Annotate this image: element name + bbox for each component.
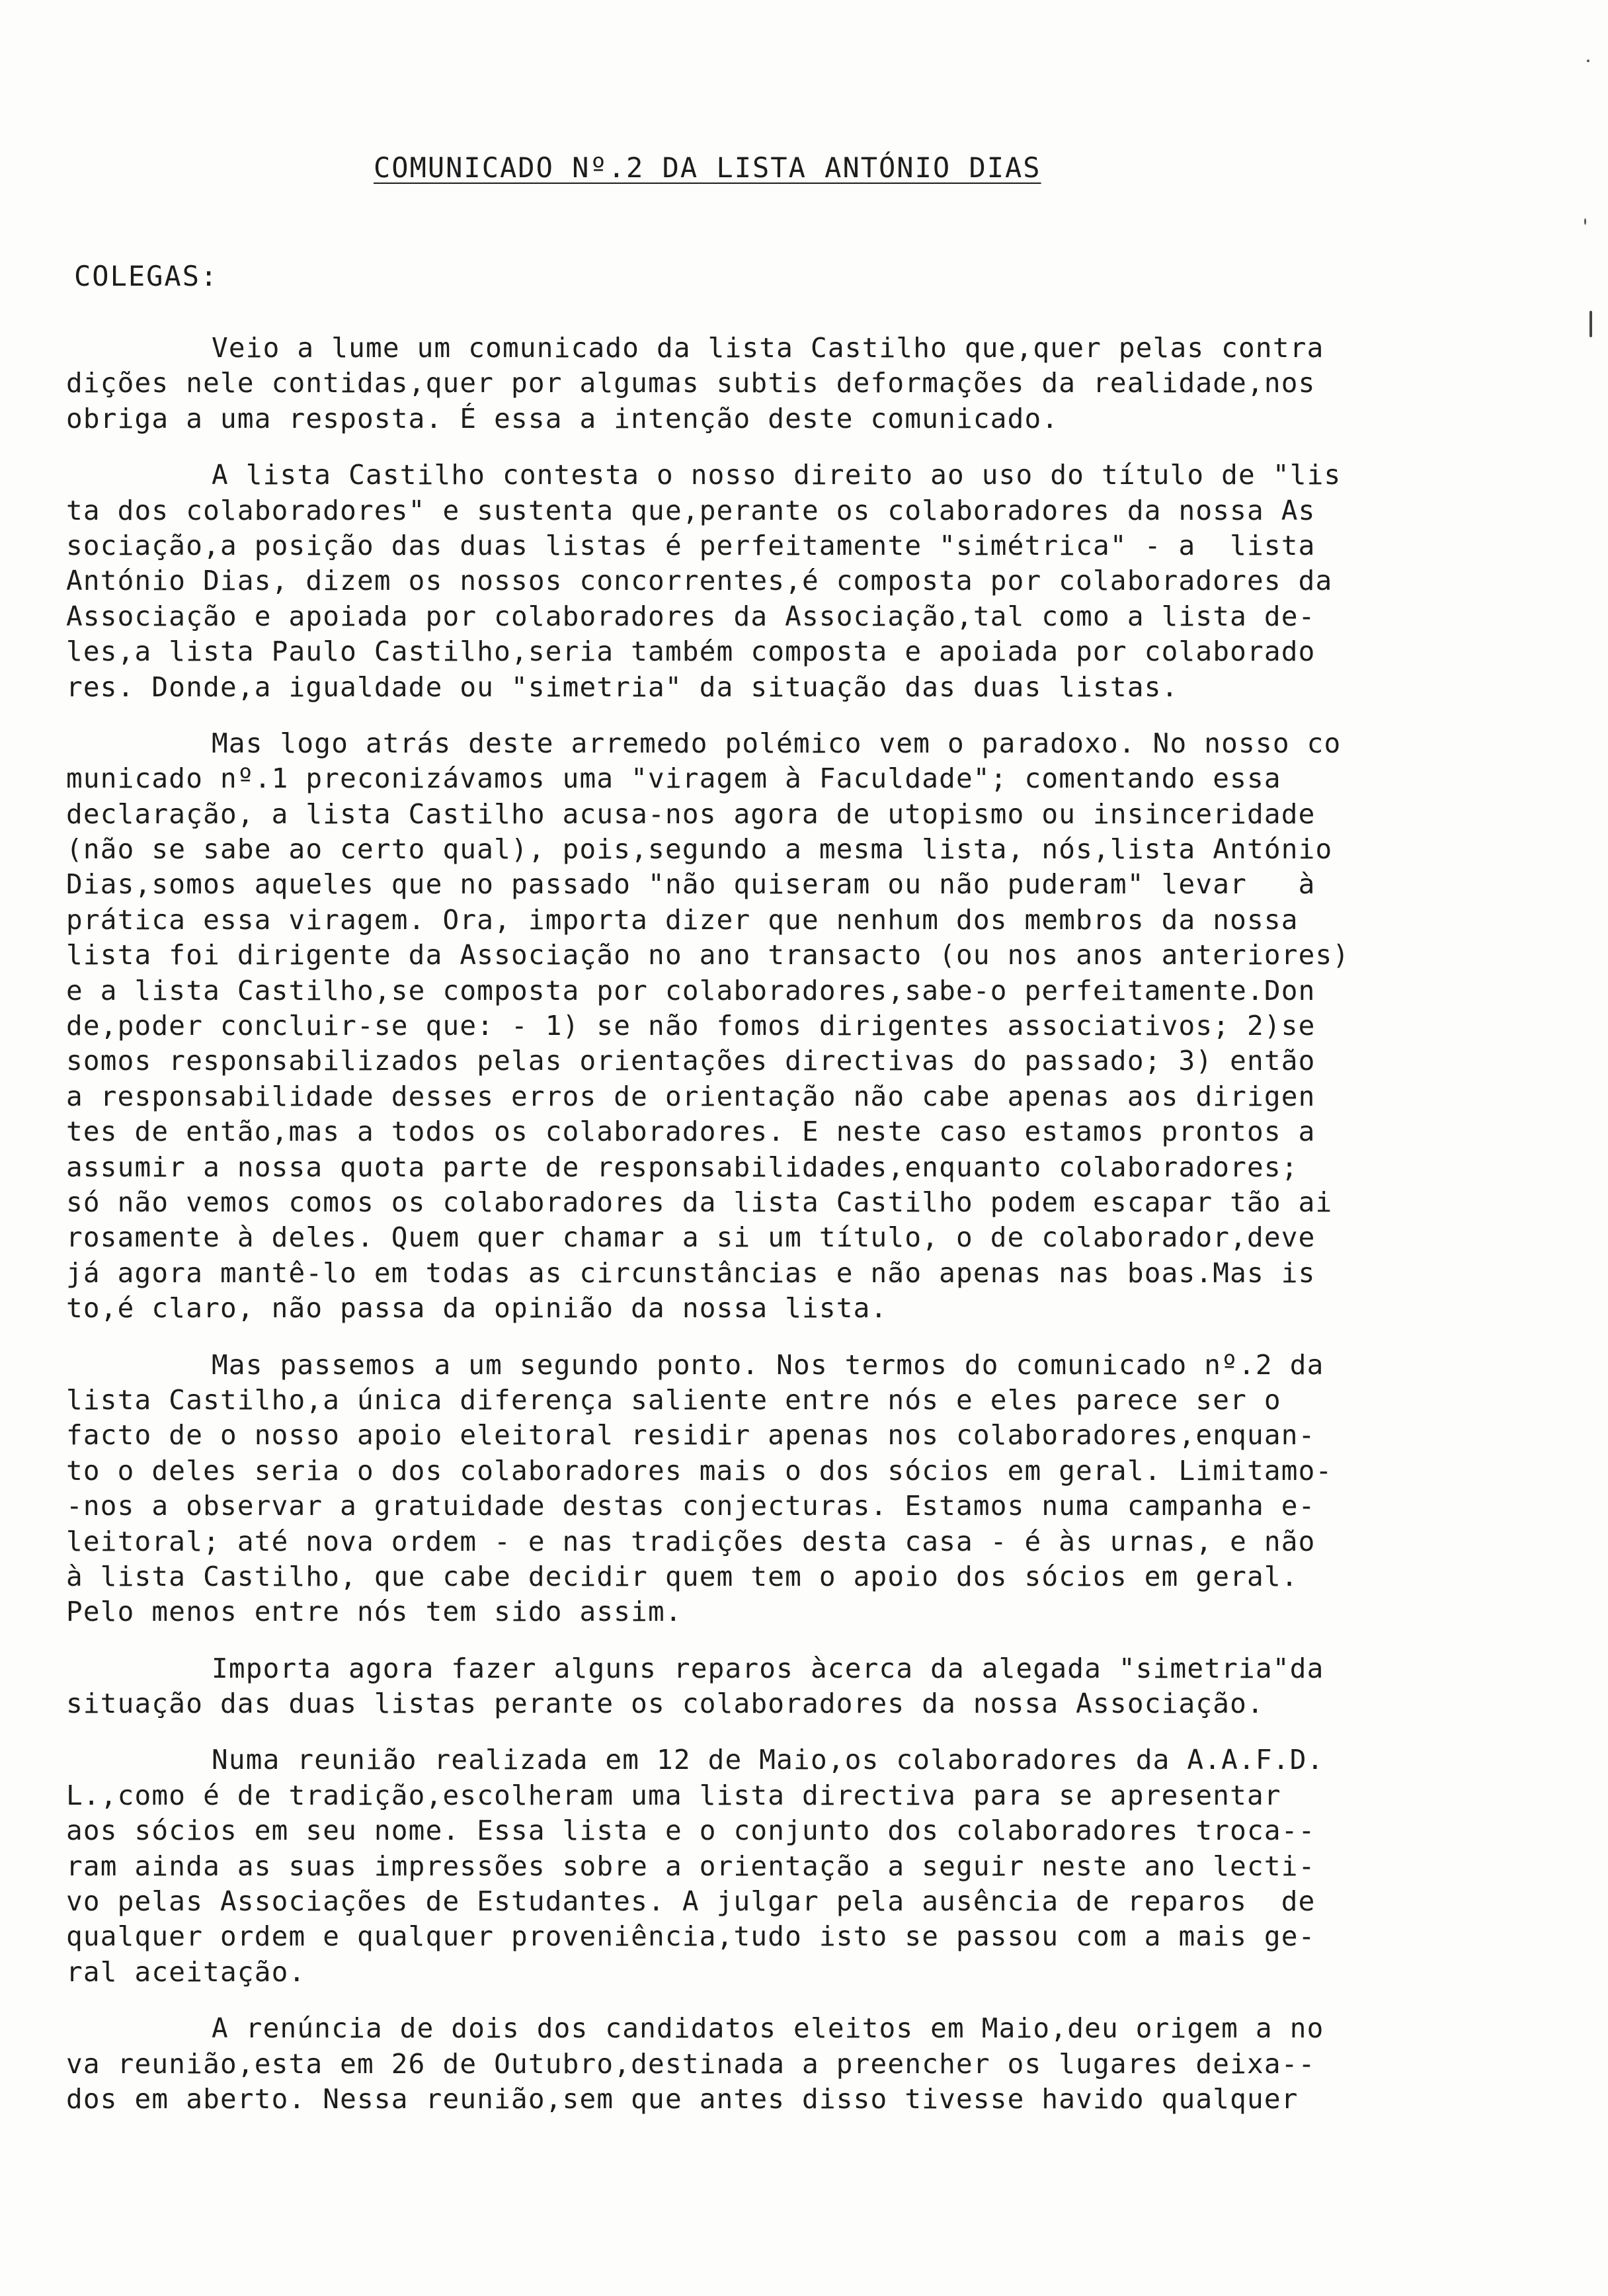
paragraph-line: aos sócios em seu nome. Essa lista e o conjunto dos colaboradores troca-- xyxy=(66,1815,1316,1847)
paragraph xyxy=(66,2011,1488,2117)
paragraph-line: António Dias, dizem os nossos concorrentes,é composta por colaboradores da xyxy=(66,565,1333,597)
scan-speck xyxy=(1587,60,1589,62)
paragraph-gap xyxy=(66,705,1488,726)
paragraph-line: Mas passemos a um segundo ponto. Nos termos do comunicado nº.2 da xyxy=(212,1348,1324,1381)
paragraph-gap xyxy=(66,1990,1488,2011)
paragraph xyxy=(66,726,1488,1327)
paragraph-gap xyxy=(66,436,1488,458)
paragraph-line: à lista Castilho, que cabe decidir quem tem o apoio dos sócios em geral. xyxy=(66,1560,1299,1592)
paragraph-line: municado nº.1 preconizávamos uma "viragem à Faculdade"; comentando essa xyxy=(66,762,1281,795)
paragraph-line: leitoral; até nova ordem - e nas tradições desta casa - é às urnas, e não xyxy=(66,1525,1316,1557)
paragraph-gap xyxy=(66,1630,1488,1651)
paragraph xyxy=(66,458,1488,705)
paragraph-line: tes de então,mas a todos os colaboradores. E neste caso estamos prontos a xyxy=(66,1116,1316,1148)
paragraph-line: -nos a observar a gratuidade destas conjecturas. Estamos numa campanha e- xyxy=(66,1490,1316,1522)
paragraph-gap xyxy=(66,1327,1488,1348)
paragraph-line: lista foi dirigente da Associação no ano transacto (ou nos anos anteriores) xyxy=(66,939,1350,971)
paragraph-line: somos responsabilizados pelas orientações directivas do passado; 3) então xyxy=(66,1045,1316,1077)
paragraph-line: de,poder concluir-se que: - 1) se não fomos dirigentes associativos; 2)se xyxy=(66,1010,1316,1042)
paragraph-line: A renúncia de dois dos candidatos eleitos em Maio,deu origem a no xyxy=(212,2012,1324,2045)
paragraph-line: situação das duas listas perante os colaboradores da nossa Associação. xyxy=(66,1688,1264,1720)
paragraph-line: ta dos colaboradores" e sustenta que,perante os colaboradores da nossa As xyxy=(66,494,1316,526)
paragraph-line: res. Donde,a igualdade ou "simetria" da situação das duas listas. xyxy=(66,671,1179,703)
paragraph-line: to,é claro, não passa da opinião da nossa lista. xyxy=(66,1292,888,1325)
paragraph xyxy=(66,1742,1488,1990)
greeting: COLEGAS: xyxy=(74,260,219,292)
paragraph-line: obriga a uma resposta. É essa a intenção deste comunicado. xyxy=(66,402,1059,434)
paragraph-gap xyxy=(66,1721,1488,1742)
paragraph-line: Associação e apoiada por colaboradores da Associação,tal como a lista de- xyxy=(66,600,1316,632)
paragraph-line: Dias,somos aqueles que no passado "não quiseram ou não puderam" levar à xyxy=(66,868,1316,901)
paragraph-line: vo pelas Associações de Estudantes. A julgar pela ausência de reparos de xyxy=(66,1885,1316,1918)
paragraph-line: Numa reunião realizada em 12 de Maio,os colaboradores da A.A.F.D. xyxy=(212,1744,1324,1776)
paragraph-line: les,a lista Paulo Castilho,seria também composta e apoiada por colaborado xyxy=(66,636,1316,668)
paragraph xyxy=(66,1348,1488,1630)
paragraph xyxy=(66,331,1488,436)
paragraph-line: dos em aberto. Nessa reunião,sem que antes disso tivesse havido qualquer xyxy=(66,2082,1299,2115)
paragraph-line: facto de o nosso apoio eleitoral residir apenas nos colaboradores,enquan- xyxy=(66,1419,1316,1452)
paragraph-line: dições nele contidas,quer por algumas subtis deformações da realidade,nos xyxy=(66,367,1316,399)
document-title: COMUNICADO Nº.2 DA LISTA ANTÓNIO DIAS xyxy=(374,151,1041,184)
paragraph-line: va reunião,esta em 26 de Outubro,destinada a preencher os lugares deixa-- xyxy=(66,2047,1316,2080)
paragraph xyxy=(66,1651,1488,1722)
paragraph-line: declaração, a lista Castilho acusa-nos agora de utopismo ou insinceridade xyxy=(66,798,1316,830)
paragraph-line: rosamente à deles. Quem quer chamar a si um título, o de colaborador,deve xyxy=(66,1221,1316,1254)
paragraph-line: Pelo menos entre nós tem sido assim. xyxy=(66,1596,682,1628)
paragraph-line: L.,como é de tradição,escolheram uma lista directiva para se apresentar xyxy=(66,1779,1281,1811)
paragraph-line: a responsabilidade desses erros de orientação não cabe apenas aos dirigen xyxy=(66,1080,1316,1112)
scan-speck xyxy=(1584,218,1586,225)
paragraph-line: ral aceitação. xyxy=(66,1955,306,1988)
paragraph-line: Importa agora fazer alguns reparos àcerca da alegada "simetria"da xyxy=(212,1652,1324,1684)
paragraph-line: sociação,a posição das duas listas é perfeitamente "simétrica" - a lista xyxy=(66,529,1316,561)
paragraph-line: prática essa viragem. Ora, importa dizer que nenhum dos membros da nossa xyxy=(66,903,1299,936)
paragraph-line: A lista Castilho contesta o nosso direito ao uso do título de "lis xyxy=(212,459,1342,491)
paragraph-line: lista Castilho,a única diferença saliente entre nós e eles parece ser o xyxy=(66,1383,1281,1416)
paragraph-line: qualquer ordem e qualquer proveniência,tudo isto se passou com a mais ge- xyxy=(66,1920,1316,1953)
paragraph-line: só não vemos comos os colaboradores da lista Castilho podem escapar tão ai xyxy=(66,1186,1333,1218)
paragraph-line: assumir a nossa quota parte de responsabilidades,enquanto colaboradores; xyxy=(66,1151,1299,1183)
paragraph-line: ram ainda as suas impressões sobre a orientação a seguir neste ano lecti- xyxy=(66,1850,1316,1882)
margin-mark xyxy=(1589,311,1592,337)
paragraph-line: to o deles seria o dos colaboradores mais o dos sócios em geral. Limitamo- xyxy=(66,1454,1333,1487)
document-body xyxy=(66,331,1488,2117)
paragraph-line: e a lista Castilho,se composta por colaboradores,sabe-o perfeitamente.Don xyxy=(66,974,1316,1006)
paragraph-line: Mas logo atrás deste arremedo polémico vem o paradoxo. No nosso co xyxy=(212,727,1342,759)
paragraph-line: (não se sabe ao certo qual), pois,segundo a mesma lista, nós,lista António xyxy=(66,833,1333,866)
paragraph-line: já agora mantê-lo em todas as circunstâncias e não apenas nas boas.Mas is xyxy=(66,1256,1316,1289)
paragraph-line: Veio a lume um comunicado da lista Castilho que,quer pelas contra xyxy=(212,332,1324,364)
